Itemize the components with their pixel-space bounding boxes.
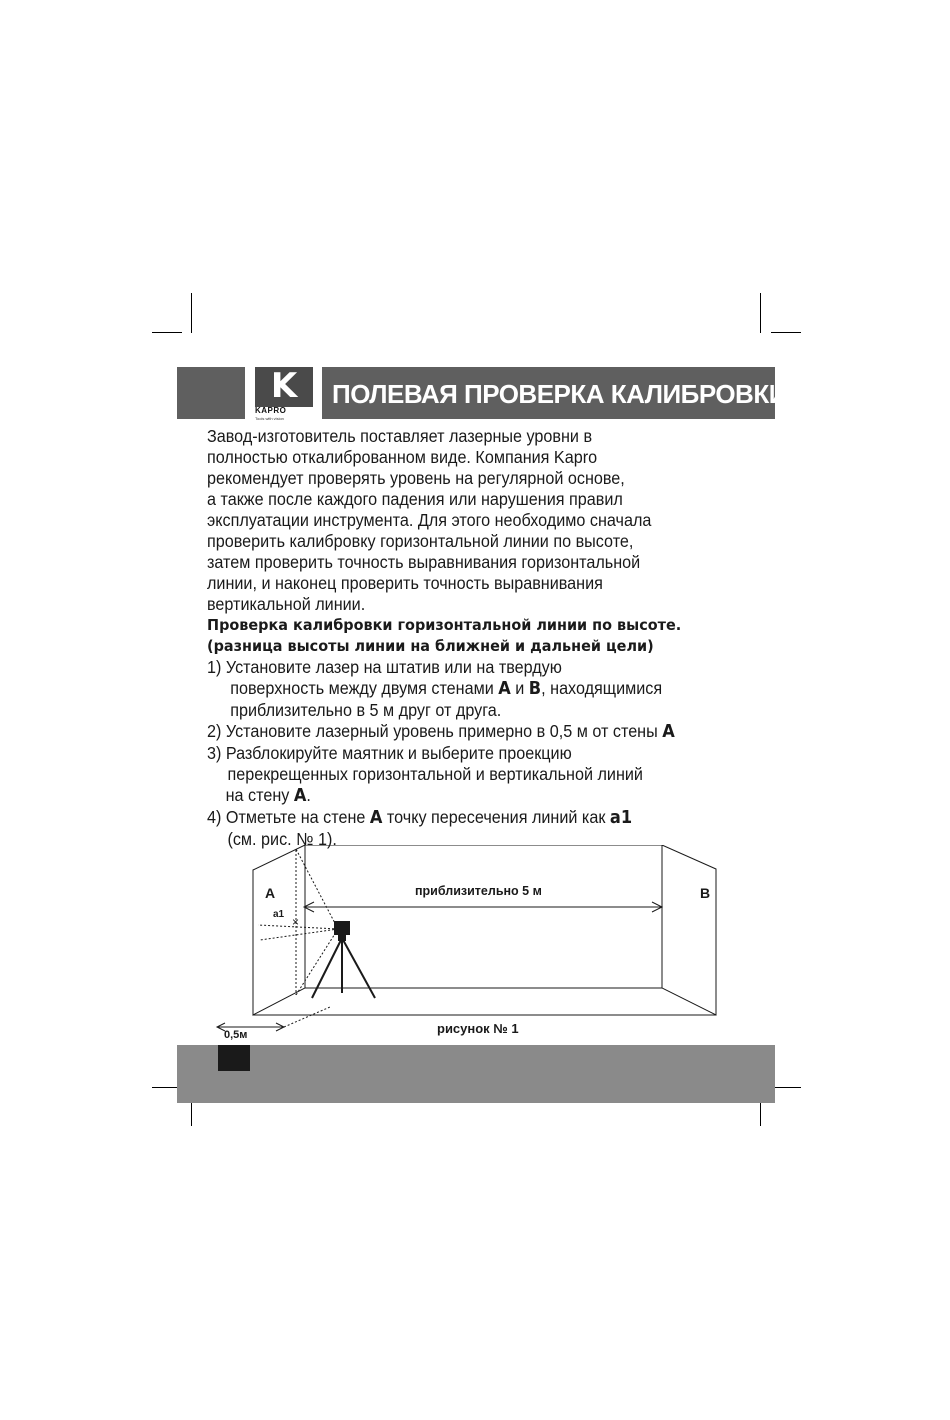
figure-1	[200, 845, 760, 1055]
crop-mark	[191, 293, 192, 333]
page-title: ПОЛЕВАЯ ПРОВЕРКА КАЛИБРОВКИ	[322, 367, 775, 419]
section-subheading: Проверка калибровки горизонтальной линии по высоте. (разница высоты линии на ближней и дальней цели)	[207, 616, 682, 655]
laser-ray	[296, 929, 338, 995]
step-2: 2) Установите лазерный уровень примерно в 0,5 м от стены A	[207, 721, 675, 742]
offset-leader	[284, 1007, 330, 1027]
offset-label: 0,5м	[224, 1029, 248, 1041]
wall-a-label: A	[265, 885, 276, 901]
tripod-leg	[342, 938, 375, 998]
kapro-logo	[255, 367, 313, 419]
header-gray-block	[177, 367, 245, 419]
footer-bar	[177, 1045, 775, 1103]
logo-tagline: Tools with vision	[255, 416, 284, 421]
logo-letter: K	[270, 366, 298, 406]
crop-mark	[771, 332, 801, 333]
a1-cross-mark: ×	[292, 915, 300, 929]
wall-b-label: B	[700, 885, 711, 901]
instructions	[207, 426, 728, 850]
wall-a-outline	[253, 845, 305, 1015]
step-4-line-1: 4) Отметьте на стене A точку пересечения линий как a1	[207, 807, 633, 828]
wall-b-outline	[662, 845, 716, 1015]
laser-level-unit	[334, 921, 350, 935]
figure-caption: рисунок № 1	[437, 1021, 519, 1036]
step-4-line-2: (см. рис. № 1).	[227, 829, 337, 849]
tripod-head	[338, 935, 346, 941]
laser-ray	[296, 849, 338, 929]
step-1-line-2: поверхность между двумя стенами A и B, находящимися	[230, 678, 663, 699]
crop-mark	[760, 1100, 761, 1126]
crop-mark	[760, 293, 761, 333]
step-1-line-1: 1) Установите лазер на штатив или на твердую	[207, 657, 562, 677]
step-3-line-1: 3) Разблокируйте маятник и выберите проекцию	[207, 743, 572, 763]
logo-brand: KAPRO	[255, 406, 287, 415]
step-1-line-3: приблизительно в 5 м друг от друга.	[230, 700, 502, 720]
crop-mark	[771, 1087, 801, 1088]
step-3-line-3: на стену A.	[225, 785, 311, 806]
laser-ray	[260, 929, 338, 940]
crop-mark	[191, 1100, 192, 1126]
crop-mark	[152, 332, 182, 333]
distance-label: приблизительно 5 м	[415, 884, 542, 898]
page-number-block	[218, 1045, 250, 1071]
intro-paragraph: Завод-изготовитель поставляет лазерные уровни в полностью откалиброванном виде. Компания Kapro рекомендует проверять уровень на регулярной основе, а также после каждого падения или нарушения правил эксплуатации инструмента. Для этого необходимо сначала проверить калибровку горизонтальной линии по высоте, затем проверить точность выравнивания горизонтальной линии, и наконец проверить точность выравнивания вертикальной линии.	[207, 426, 652, 614]
a1-label: a1	[273, 909, 285, 920]
step-3-line-2: перекрещенных горизонтальной и вертикальной линий	[227, 764, 643, 784]
